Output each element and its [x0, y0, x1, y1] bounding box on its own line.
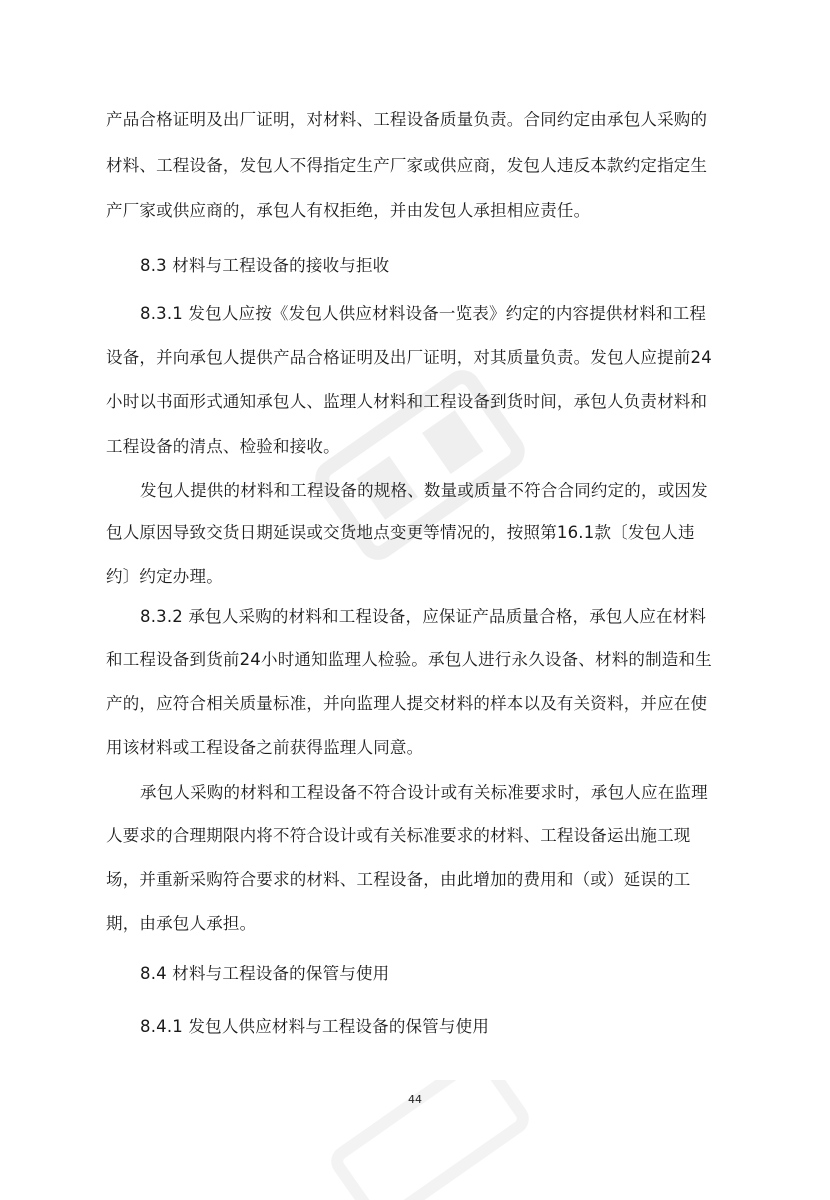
- paragraph-line: 发包人提供的材料和工程设备的规格、数量或质量不符合合同约定的，或因发: [140, 481, 708, 500]
- paragraph-line: 设备，并向承包人提供产品合格证明及出厂证明，对其质量负责。发包人应提前24: [106, 348, 712, 367]
- paragraph-line: 8.3.2 承包人采购的材料和工程设备，应保证产品质量合格，承包人应在材料: [140, 607, 707, 626]
- paragraph-line: 包人原因导致交货日期延误或交货地点变更等情况的，按照第16.1款〔发包人违: [106, 523, 695, 542]
- section-heading-8-3: 8.3 材料与工程设备的接收与拒收: [140, 256, 390, 275]
- watermark-logo: [300, 345, 540, 585]
- paragraph-line: 产品合格证明及出厂证明，对材料、工程设备质量负责。合同约定由承包人采购的: [106, 110, 708, 129]
- paragraph-line: 8.3.1 发包人应按《发包人供应材料设备一览表》约定的内容提供材料和工程: [140, 304, 707, 323]
- paragraph-line: 约〕约定办理。: [106, 567, 223, 586]
- page-number: 44: [408, 1093, 422, 1106]
- paragraph-line: 产的，应符合相关质量标准，并向监理人提交材料的样本以及有关资料，并应在使: [106, 694, 708, 713]
- paragraph-line: 小时以书面形式通知承包人、监理人材料和工程设备到货时间，承包人负责材料和: [106, 392, 708, 411]
- paragraph-line: 人要求的合理期限内将不符合设计或有关标准要求的材料、工程设备运出施工现: [106, 826, 691, 845]
- paragraph-line: 场，并重新采购符合要求的材料、工程设备，由此增加的费用和（或）延误的工: [106, 870, 691, 889]
- section-heading-8-4: 8.4 材料与工程设备的保管与使用: [140, 964, 390, 983]
- paragraph-line: 和工程设备到货前24小时通知监理人检验。承包人进行永久设备、材料的制造和生: [106, 650, 712, 669]
- paragraph-line: 用该材料或工程设备之前获得监理人同意。: [106, 738, 424, 757]
- paragraph-line: 产厂家或供应商的，承包人有权拒绝，并由发包人承担相应责任。: [106, 201, 591, 220]
- subsection-heading-8-4-1: 8.4.1 发包人供应材料与工程设备的保管与使用: [140, 1017, 490, 1036]
- paragraph-line: 工程设备的清点、检验和接收。: [106, 437, 340, 456]
- paragraph-line: 承包人采购的材料和工程设备不符合设计或有关标准要求时，承包人应在监理: [140, 783, 708, 802]
- paragraph-line: 期，由承包人承担。: [106, 914, 257, 933]
- paragraph-line: 材料、工程设备，发包人不得指定生产厂家或供应商，发包人违反本款约定指定生: [106, 156, 708, 175]
